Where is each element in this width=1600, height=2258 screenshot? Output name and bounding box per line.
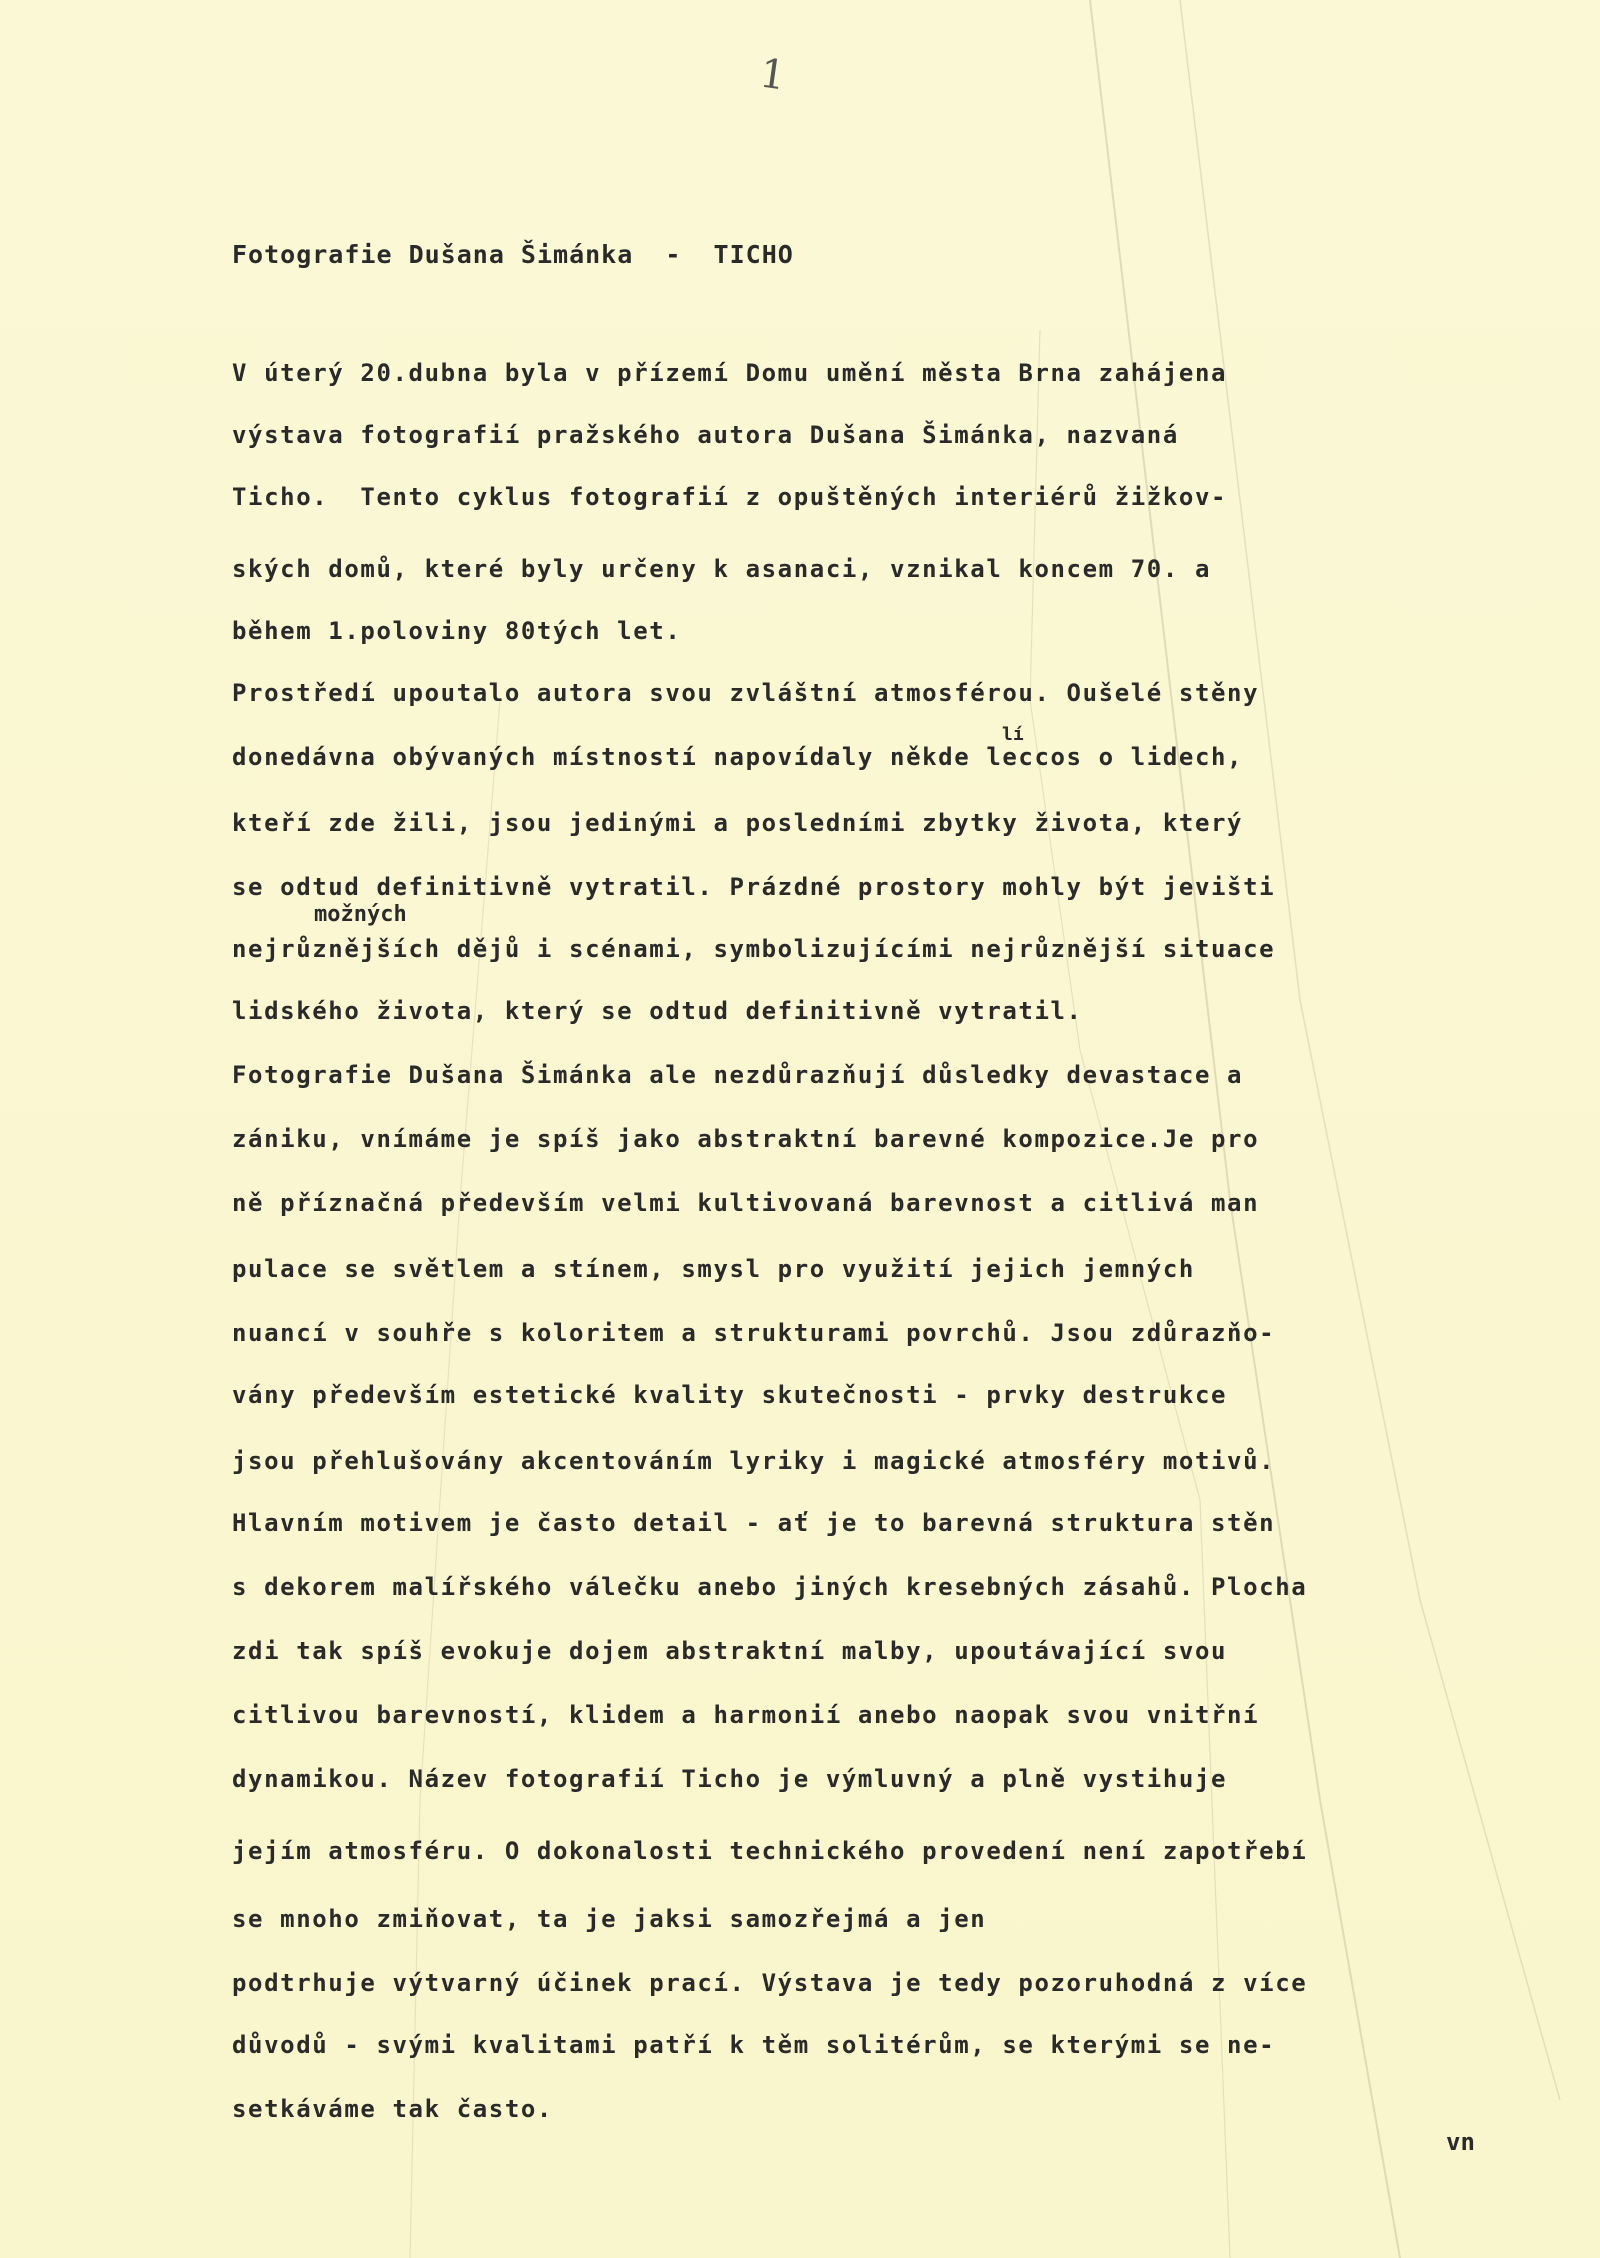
text-line: s dekorem malířského válečku anebo jiných kresebných zásahů. Plocha bbox=[232, 1573, 1308, 1601]
text-line: jsou přehlušovány akcentováním lyriky i magické atmosféry motivů. bbox=[232, 1447, 1276, 1475]
text-line: Hlavním motivem je často detail - ať je to barevná struktura stěn bbox=[232, 1509, 1276, 1537]
text-line: setkáváme tak často. bbox=[232, 2095, 553, 2123]
typed-insert-moznych: možných bbox=[314, 902, 407, 927]
text-line: podtrhuje výtvarný účinek prací. Výstava je tedy pozoruhodná z více bbox=[232, 1969, 1308, 1997]
text-line: citlivou barevností, klidem a harmonií anebo naopak svou vnitřní bbox=[232, 1701, 1260, 1729]
text-line: V úterý 20.dubna byla v přízemí Domu umění města Brna zahájena bbox=[232, 359, 1228, 387]
text-line: nuancí v souhře s koloritem a strukturami povrchů. Jsou zdůrazňo- bbox=[232, 1319, 1276, 1347]
text-line: Prostředí upoutalo autora svou zvláštní atmosférou. Oušelé stěny bbox=[232, 679, 1260, 707]
text-line: zdi tak spíš evokuje dojem abstraktní malby, upoutávající svou bbox=[232, 1637, 1228, 1665]
page-number: 1 bbox=[756, 50, 789, 100]
text-line: se mnoho zmiňovat, ta je jaksi samozřejmá a jen bbox=[232, 1905, 987, 1933]
text-line: kteří zde žili, jsou jedinými a posledními zbytky života, který bbox=[232, 809, 1244, 837]
text-line: donedávna obývaných místností napovídaly někde leccos o lidech, bbox=[232, 743, 1244, 771]
text-line: ských domů, které byly určeny k asanaci, vznikal koncem 70. a bbox=[232, 555, 1212, 583]
text-line: Fotografie Dušana Šimánka ale nezdůrazňují důsledky devastace a bbox=[232, 1061, 1244, 1089]
text-line: jejím atmosféru. O dokonalosti technického provedení není zapotřebí bbox=[232, 1837, 1308, 1865]
text-line: vány především estetické kvality skutečnosti - prvky destrukce bbox=[232, 1381, 1228, 1409]
text-line: pulace se světlem a stínem, smysl pro využití jejich jemných bbox=[232, 1255, 1195, 1283]
text-line: během 1.poloviny 80tých let. bbox=[232, 617, 682, 645]
text-line: Ticho. Tento cyklus fotografií z opuštěných interiérů žižkov- bbox=[232, 483, 1228, 511]
text-line: dynamikou. Název fotografií Ticho je výmluvný a plně vystihuje bbox=[232, 1765, 1228, 1793]
handwritten-insert-li: lí bbox=[1002, 724, 1024, 745]
text-line: zániku, vnímáme je spíš jako abstraktní barevné kompozice.Je pro bbox=[232, 1125, 1260, 1153]
text-line: lidského života, který se odtud definitivně vytratil. bbox=[232, 997, 1083, 1025]
text-line: ně příznačná především velmi kultivovaná barevnost a citlivá man bbox=[232, 1189, 1260, 1217]
text-line: se odtud definitivně vytratil. Prázdné prostory mohly být jevišti bbox=[232, 873, 1276, 901]
text-line: nejrůznějších dějů i scénami, symbolizujícími nejrůznější situace bbox=[232, 935, 1276, 963]
document-title: Fotografie Dušana Šimánka - TICHO bbox=[232, 240, 794, 269]
text-line: výstava fotografií pražského autora Dušana Šimánka, nazvaná bbox=[232, 421, 1179, 449]
text-line: důvodů - svými kvalitami patří k těm solitérům, se kterými se ne- bbox=[232, 2031, 1276, 2059]
signature-initials: vn bbox=[1446, 2128, 1475, 2156]
